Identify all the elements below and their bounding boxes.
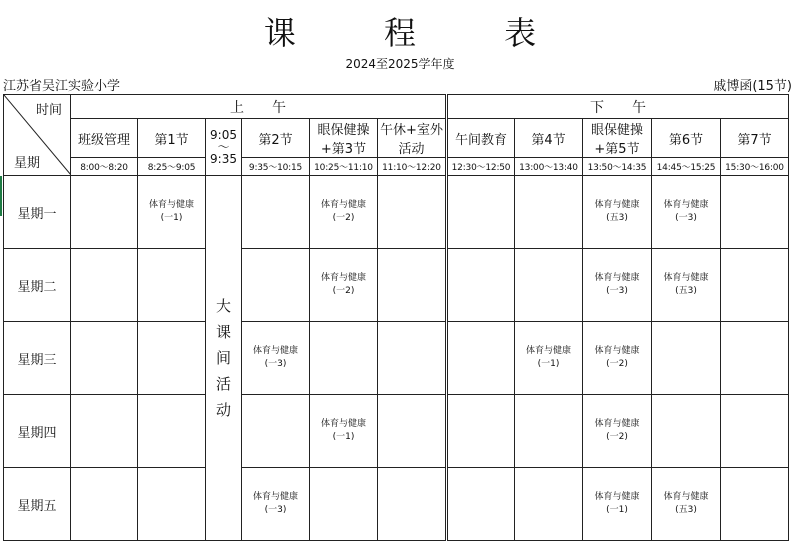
schedule-cell[interactable]: [378, 468, 447, 541]
table-row: [4, 468, 789, 541]
selection-accent: [0, 176, 2, 216]
schedule-cell[interactable]: [721, 176, 789, 249]
subject-name: 体育与健康: [320, 419, 366, 429]
class-name: (一2): [606, 359, 628, 369]
recess-time-header: [206, 119, 242, 176]
class-name: (一2): [606, 432, 628, 442]
schedule-cell[interactable]: [310, 395, 378, 468]
school-year: 2024至2025学年度: [345, 57, 455, 71]
class-name: (一1): [332, 432, 355, 442]
recess-char: 课: [215, 323, 231, 341]
corner-time-label: 时间: [35, 103, 62, 118]
schedule-cell[interactable]: [138, 395, 206, 468]
recess-char: 间: [215, 349, 231, 367]
slot-name: 第2节: [242, 119, 310, 158]
schedule-cell[interactable]: [242, 322, 310, 395]
recess-char: 动: [215, 401, 231, 419]
schedule-cell[interactable]: [721, 395, 789, 468]
subject-name: 体育与健康: [594, 200, 640, 210]
subject-name: 体育与健康: [320, 273, 366, 283]
day-label: 星期三: [4, 322, 71, 395]
recess-char: 大: [215, 297, 231, 315]
class-name: (一1): [160, 213, 183, 223]
schedule-cell[interactable]: [242, 468, 310, 541]
schedule-cell[interactable]: [447, 395, 515, 468]
schedule-cell[interactable]: [447, 249, 515, 322]
subject-name: 体育与健康: [594, 273, 640, 283]
subject-name: 体育与健康: [252, 492, 298, 502]
day-label: 星期一: [4, 176, 71, 249]
schedule-cell[interactable]: [71, 322, 138, 395]
section-morning: 上 午: [71, 95, 447, 119]
slot-time: 13:50～14:35: [583, 158, 652, 176]
title-char-3: 表: [504, 14, 537, 52]
schedule-cell[interactable]: [583, 468, 652, 541]
slot-name: 第6节: [652, 119, 721, 158]
recess-activity: [206, 176, 242, 541]
subject-name: 体育与健康: [252, 346, 298, 356]
schedule-cell[interactable]: [652, 249, 721, 322]
slot-time: 14:45～15:25: [652, 158, 721, 176]
schedule-cell[interactable]: [447, 322, 515, 395]
schedule-cell[interactable]: [515, 395, 583, 468]
recess-char: 活: [215, 375, 231, 393]
schedule-cell[interactable]: [583, 176, 652, 249]
slot-name: 班级管理: [71, 119, 138, 158]
recess-time-line: 9:35: [210, 152, 237, 166]
class-name: (一3): [606, 286, 628, 296]
slot-time: 10:25～11:10: [310, 158, 378, 176]
schedule-cell[interactable]: [721, 322, 789, 395]
table-row: [4, 249, 789, 322]
schedule-cell[interactable]: [310, 322, 378, 395]
class-name: (一3): [264, 505, 287, 515]
schedule-cell[interactable]: [71, 395, 138, 468]
slot-time: 13:00～13:40: [515, 158, 583, 176]
table-row: [4, 395, 789, 468]
slot-time: 11:10～12:20: [378, 158, 447, 176]
day-label: 星期五: [4, 468, 71, 541]
subject-name: 体育与健康: [663, 200, 709, 210]
corner-day-label: 星期: [14, 156, 41, 171]
subject-name: 体育与健康: [663, 273, 709, 283]
day-label: 星期四: [4, 395, 71, 468]
subject-name: 体育与健康: [525, 346, 571, 356]
schedule-cell[interactable]: [515, 322, 583, 395]
class-name: (一3): [675, 213, 697, 223]
schedule-cell[interactable]: [242, 176, 310, 249]
slot-name: 午休+室外活动: [378, 119, 447, 158]
schedule-cell[interactable]: [652, 176, 721, 249]
page-title: [0, 8, 800, 54]
schedule-cell[interactable]: [138, 176, 206, 249]
class-name: (一3): [264, 359, 287, 369]
class-name: (五3): [675, 286, 697, 296]
schedule-cell[interactable]: [378, 322, 447, 395]
schedule-cell[interactable]: [242, 249, 310, 322]
subject-name: 体育与健康: [594, 419, 640, 429]
slot-name: 第7节: [721, 119, 789, 158]
schedule-cell[interactable]: [378, 176, 447, 249]
schedule-cell[interactable]: [583, 249, 652, 322]
schedule-cell[interactable]: [310, 249, 378, 322]
schedule-cell[interactable]: [447, 176, 515, 249]
schedule-cell[interactable]: [721, 249, 789, 322]
schedule-cell[interactable]: [447, 468, 515, 541]
slot-time: 8:25～9:05: [138, 158, 206, 176]
subject-name: 体育与健康: [594, 346, 640, 356]
slot-name: 眼保健操+第5节: [583, 119, 652, 158]
subject-name: 体育与健康: [594, 492, 640, 502]
schedule-cell[interactable]: [310, 468, 378, 541]
class-name: (一2): [332, 213, 355, 223]
schedule-cell[interactable]: [310, 176, 378, 249]
schedule-cell[interactable]: [652, 468, 721, 541]
slot-name: 第4节: [515, 119, 583, 158]
schedule-cell[interactable]: [652, 395, 721, 468]
teacher-name: 戚博函(15节): [713, 79, 792, 94]
schedule-cell[interactable]: [71, 468, 138, 541]
schedule-cell[interactable]: [138, 322, 206, 395]
slot-time: 12:30～12:50: [447, 158, 515, 176]
title-char-2: 程: [383, 14, 416, 52]
subject-name: 体育与健康: [148, 200, 194, 210]
schedule-cell[interactable]: [71, 176, 138, 249]
section-afternoon: 下 午: [447, 95, 789, 119]
slot-name: 午间教育: [447, 119, 515, 158]
recess-time-line: ～: [217, 140, 230, 154]
slot-name: 第1节: [138, 119, 206, 158]
slot-time: 15:30～16:00: [721, 158, 789, 176]
class-name: (一2): [332, 286, 355, 296]
table-row: [4, 176, 789, 249]
class-name: (一1): [606, 505, 628, 515]
schedule-cell[interactable]: [71, 249, 138, 322]
slot-time: 9:35～10:15: [242, 158, 310, 176]
schedule-cell[interactable]: [652, 322, 721, 395]
timetable: [3, 94, 789, 541]
class-name: (一1): [537, 359, 560, 369]
title-char-1: 课: [263, 14, 296, 52]
subject-name: 体育与健康: [663, 492, 709, 502]
schedule-cell[interactable]: [138, 249, 206, 322]
schedule-cell[interactable]: [583, 322, 652, 395]
schedule-cell[interactable]: [138, 468, 206, 541]
corner-header: [4, 95, 71, 176]
slot-time: 8:00～8:20: [71, 158, 138, 176]
schedule-cell[interactable]: [515, 468, 583, 541]
slot-name: 眼保健操+第3节: [310, 119, 378, 158]
class-name: (五3): [606, 213, 628, 223]
subject-name: 体育与健康: [320, 200, 366, 210]
class-name: (五3): [675, 505, 697, 515]
schedule-cell[interactable]: [378, 249, 447, 322]
table-row: [4, 322, 789, 395]
schedule-cell[interactable]: [721, 468, 789, 541]
day-label: 星期二: [4, 249, 71, 322]
recess-time-line: 9:05: [210, 128, 237, 142]
schedule-cell[interactable]: [515, 176, 583, 249]
schedule-cell[interactable]: [242, 395, 310, 468]
schedule-cell[interactable]: [515, 249, 583, 322]
school-name: 江苏省吴江实验小学: [3, 79, 121, 94]
schedule-cell[interactable]: [378, 395, 447, 468]
schedule-cell[interactable]: [583, 395, 652, 468]
